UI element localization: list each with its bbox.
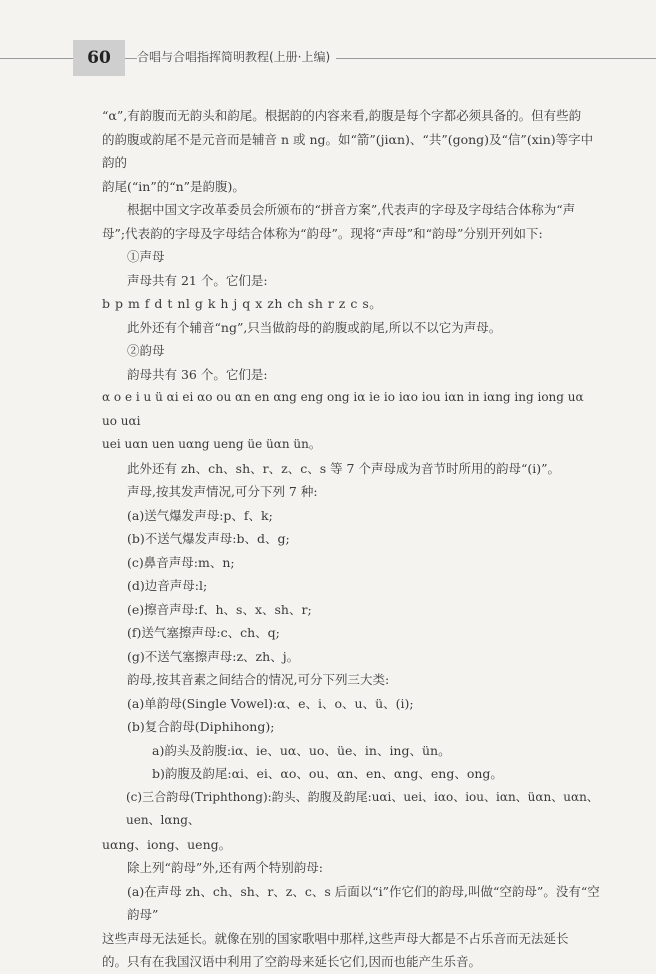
list-item: (c)鼻音声母:m、n; (127, 554, 235, 570)
initials-list: b p m f d t nl g k h j q x zh ch sh r z c s。 (102, 296, 383, 311)
text-line: 此外还有 zh、ch、sh、r、z、c、s 等 7 个声母成为音节时所用的韵母“(i)”。 (127, 460, 561, 476)
text-line: 韵母,按其音素之间结合的情况,可分下列三大类: (127, 672, 390, 687)
list-item: (d)边音声母:l; (127, 578, 208, 593)
text-line: 声母,按其发声情况,可分下列 7 种: (127, 484, 318, 499)
section-heading: ①声母 (127, 249, 165, 264)
text-line: 韵母共有 36 个。它们是: (127, 366, 268, 382)
list-item: (f)送气塞擦声母:c、ch、q; (127, 625, 280, 640)
text-line: 此外还有个辅音“ng”,只当做韵母的韵腹或韵尾,所以不以它为声母。 (127, 319, 502, 335)
sub-list-item: b)韵腹及韵尾:αi、ei、αo、ou、αn、en、αng、eng、ong。 (152, 766, 503, 781)
list-item: (a)单韵母(Single Vowel):α、e、i、o、u、ü、(i); (127, 695, 414, 711)
text-line: 声母共有 21 个。它们是: (127, 272, 268, 288)
text-line: uαng、iong、ueng。 (102, 836, 232, 852)
list-item: (c)三合韵母(Triphthong):韵头、韵腹及韵尾:uαi、uei、iαo、iou、iαn、üαn、uαn、uen、lαng、 (126, 789, 599, 827)
sub-list-item: a)韵头及韵腹:iα、ie、uα、uo、üe、in、ing、ün。 (152, 742, 451, 758)
text-line: 母”;代表韵的字母及字母结合体称为“韵母”。现将“声母”和“韵母”分别开列如下: (102, 225, 543, 241)
list-item: (b)不送气爆发声母:b、d、g; (127, 531, 290, 546)
text-line: “α”,有韵腹而无韵头和韵尾。根据韵的内容来看,韵腹是每个字都必须具备的。但有些韵 (102, 108, 582, 123)
list-item: (a)送气爆发声母:p、f、k; (127, 507, 273, 523)
text-line: 的。只有在我国汉语中利用了空韵母来延长它们,因而也能产生乐音。 (102, 954, 481, 969)
finals-list: α o e i u ü αi ei αo ou αn en αng eng ong iα ie io iαo iou iαn in iαng ing iong uα uo uαi (102, 390, 584, 428)
text-line: 的韵腹或韵尾不是元音而是辅音 n 或 ng。如“箭”(jiαn)、“共”(gong)及“信”(xin)等字中韵的 (102, 131, 594, 170)
running-title: 合唱与合唱指挥简明教程(上册·上编) (137, 48, 336, 65)
list-item: (b)复合韵母(Diphihong); (127, 719, 275, 734)
page-header (0, 40, 656, 78)
list-item: (a)在声母 zh、ch、sh、r、z、c、s 后面以“i”作它们的韵母,叫做“空韵母”。没有“空韵母” (127, 883, 600, 922)
body-text (102, 104, 600, 974)
finals-list: uei uαn uen uαng ueng üe üαn ün。 (102, 437, 321, 451)
text-line: 这些声母无法延长。就像在别的国家歌唱中那样,这些声母大都是不占乐音而无法延长 (102, 930, 569, 946)
page-number: 60 (73, 40, 125, 76)
text-line: 韵尾(“in”的“n”是韵腹)。 (102, 178, 245, 194)
text-line: 除上列“韵母”外,还有两个特别韵母: (127, 860, 323, 875)
section-heading: ②韵母 (127, 343, 165, 358)
list-item: (e)擦音声母:f、h、s、x、sh、r; (127, 601, 312, 617)
list-item: (g)不送气塞擦声母:z、zh、j。 (127, 648, 300, 664)
text-line: 根据中国文字改革委员会所颁布的“拼音方案”,代表声的字母及字母结合体称为“声 (127, 202, 576, 217)
